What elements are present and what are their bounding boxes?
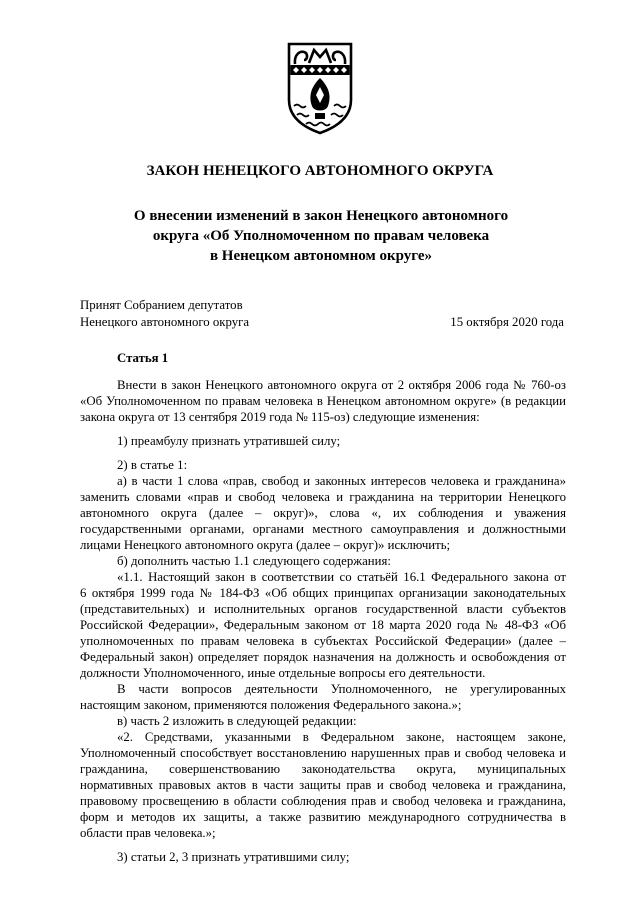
text-line: 1) преамбулу признать утратившей силу; xyxy=(117,434,341,448)
paragraph-item-3 xyxy=(80,849,566,865)
text-line: настоящим законом, применяются положения Федерального закона.»; xyxy=(80,698,462,712)
subitem-2b xyxy=(80,553,566,569)
coat-of-arms-svg xyxy=(285,40,355,136)
paragraph-item-2 xyxy=(80,457,566,841)
text-line: 6 октября 1999 года № 184-ФЗ «Об общих принципах организации законодательных xyxy=(80,586,566,600)
text-line: В части вопросов деятельности Уполномоченного, не урегулированных xyxy=(117,682,566,696)
article-body xyxy=(80,377,566,865)
adoption-block xyxy=(80,297,564,331)
text-line: государственными органами, органами местного самоуправления и должностными xyxy=(80,522,566,536)
adopted-by-line: Принят Собранием депутатов xyxy=(80,298,243,312)
subitem-2c xyxy=(80,713,566,729)
text-line: области прав человека.»; xyxy=(80,826,216,840)
document-title: ЗАКОН НЕНЕЦКОГО АВТОНОМНОГО ОКРУГА xyxy=(146,163,494,179)
adoption-line xyxy=(80,314,564,331)
article-heading: Статья 1 xyxy=(117,351,169,365)
paragraph-intro xyxy=(80,377,566,425)
text-line: «1.1. Настоящий закон в соответствии со статьёй 16.1 Федерального закона от xyxy=(117,570,566,584)
subtitle-line: в Ненецком автономном округе» xyxy=(209,248,433,264)
text-line: в) часть 2 изложить в следующей редакции: xyxy=(117,714,357,728)
subitem-2a xyxy=(80,473,566,553)
text-line: Федеральный закон) определяет порядок назначения на должность и освобождения от xyxy=(80,650,566,664)
text-line: лицами Ненецкого автономного округа (далее – округ)» исключить; xyxy=(80,538,451,552)
subtitle-line: О внесении изменений в закон Ненецкого автономного xyxy=(133,208,509,224)
quoted-part-1-1 xyxy=(80,569,566,681)
text-line: Российской Федерации», Федеральным законом от 18 марта 2020 года № 48-ФЗ «Об xyxy=(80,618,566,632)
text-line: закона округа от 13 сентября 2019 года № 115-оз) следующие изменения: xyxy=(80,410,480,424)
text-line: уполномоченных по правам человека в субъектах Российской Федерации» (далее – xyxy=(80,634,566,648)
text-line: Внести в закон Ненецкого автономного округа от 2 октября 2006 года № 760-оз xyxy=(117,378,566,392)
paragraph-item-1 xyxy=(80,433,566,449)
text-line: 3) статьи 2, 3 признать утратившими силу; xyxy=(117,850,350,864)
text-line: заменить словами «прав и свобод человека и гражданина на территории Ненецкого xyxy=(80,490,566,504)
document-subtitle xyxy=(0,206,640,266)
text-line: форм и методов их защиты, а также развитию международного сотрудничества в xyxy=(80,810,566,824)
coat-of-arms-icon xyxy=(285,40,355,136)
text-line: (представительных) и исполнительных органов государственной власти субъектов xyxy=(80,602,566,616)
adopted-by-line: Ненецкого автономного округа xyxy=(80,315,250,329)
subtitle-line: округа «Об Уполномоченном по правам человека xyxy=(152,228,490,244)
text-line: автономного округа (далее – округ)», слова «, их соблюдения и уважения xyxy=(80,506,566,520)
adoption-date: 15 октября 2020 года xyxy=(450,315,564,329)
text-line: Уполномоченный способствует восстановлению нарушенных прав и свобод человека и xyxy=(80,746,566,760)
text-line: «2. Средствами, указанными в Федеральном законе, настоящем законе, xyxy=(117,730,566,744)
text-line: правовому просвещению в области соблюдения прав и свобод человека и гражданина, xyxy=(80,794,566,808)
text-line: а) в части 1 слова «прав, свобод и законных интересов человека и гражданина» xyxy=(117,474,566,488)
text-line: «Об Уполномоченном по правам человека в Ненецком автономном округе» (в редакции xyxy=(80,394,566,408)
quoted-part-2 xyxy=(80,729,566,841)
text-line: б) дополнить частью 1.1 следующего содержания: xyxy=(117,554,391,568)
text-line: гражданина, совершенствованию законодательства округа, муниципальных xyxy=(80,762,566,776)
text-line: нормативных правовых актов в части защиты прав и свобод человека и гражданина, xyxy=(80,778,566,792)
text-line: должности Уполномоченного, иные отдельные вопросы его деятельности. xyxy=(80,666,486,680)
text-line: 2) в статье 1: xyxy=(117,458,188,472)
quoted-part-1-1-continued xyxy=(80,681,566,713)
ornament-band xyxy=(290,65,349,75)
adoption-line xyxy=(80,297,564,314)
